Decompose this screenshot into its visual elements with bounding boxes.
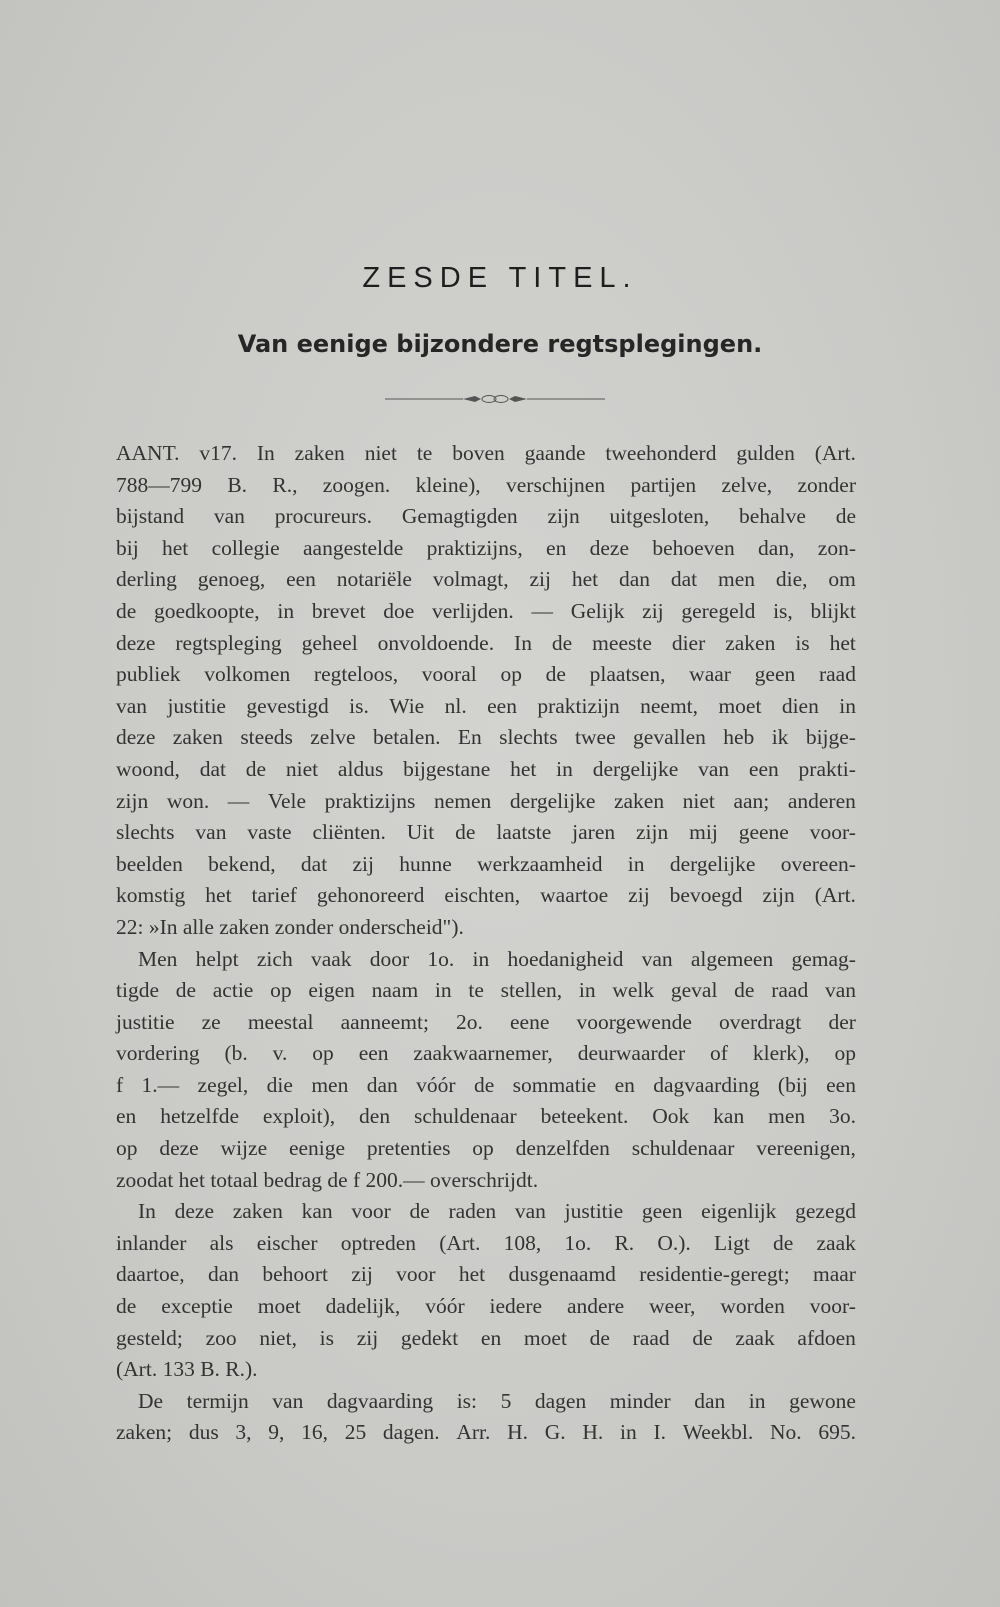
chapter-subtitle: Van eenige bijzondere regtsplegingen. [237, 330, 763, 358]
text-line: de exceptie moet dadelijk, vóór iedere andere weer, worden voor- [116, 1294, 856, 1319]
text-line: In deze zaken kan voor de raden van justitie geen eigenlijk gezegd [138, 1199, 856, 1224]
text-line: gesteld; zoo niet, is zij gedekt en moet de raad de zaak afdoen [116, 1325, 856, 1350]
text-line: derling genoeg, een notariële volmagt, zij het dan dat men die, om [116, 567, 856, 592]
text-line: bij het collegie aangestelde praktizijns, en deze behoeven dan, zon- [116, 535, 856, 560]
text-line: zoodat het totaal bedrag de f 200.— overschrijdt. [116, 1167, 539, 1192]
text-line: deze zaken steeds zelve betalen. En slechts twee gevallen heb ik bijge- [116, 725, 856, 750]
text-line: tigde de actie op eigen naam in te stellen, in welk geval de raad van [116, 978, 856, 1003]
text-line: de goedkoopte, in brevet doe verlijden. — Gelijk zij geregeld is, blijkt [116, 598, 856, 623]
text-line: AANT. v17. In zaken niet te boven gaande tweehonderd gulden (Art. [116, 441, 856, 465]
chapter-title: ZESDE TITEL. [362, 262, 638, 294]
text-line: zaken; dus 3, 9, 16, 25 dagen. Arr. H. G. H. in I. Weekbl. No. 695. [116, 1420, 856, 1445]
text-line: 22: »In alle zaken zonder onderscheid"). [116, 914, 464, 939]
text-line: publiek volkomen regteloos, vooral op de plaatsen, waar geen raad [116, 662, 856, 687]
text-line: woond, dat de niet aldus bijgestane het in dergelijke van een prakti- [116, 756, 856, 781]
text-line: van justitie gevestigd is. Wie nl. een praktizijn neemt, moet dien in [116, 693, 856, 718]
body-text [116, 438, 856, 1449]
text-line: 788—799 B. R., zoogen. kleine), verschijnen partijen zelve, zonder [116, 472, 856, 497]
ornament-divider-icon [385, 393, 605, 405]
text-line: op deze wijze eenige pretenties op denzelfden schuldenaar vereenigen, [116, 1136, 856, 1161]
text-line: (Art. 133 B. R.). [116, 1357, 258, 1382]
text-line: inlander als eischer optreden (Art. 108, 1o. R. O.). Ligt de zaak [116, 1230, 856, 1255]
text-line: deze regtspleging geheel onvoldoende. In de meeste dier zaken is het [116, 630, 856, 655]
text-line: komstig het tarief gehonoreerd eischten, waartoe zij bevoegd zijn (Art. [116, 883, 856, 908]
text-line: f 1.— zegel, die men dan vóór de sommatie en dagvaarding (bij een [116, 1072, 856, 1097]
text-line: slechts van vaste cliënten. Uit de laatste jaren zijn mij geene voor- [116, 820, 856, 845]
text-line: bijstand van procureurs. Gemagtigden zijn uitgesloten, behalve de [116, 504, 856, 529]
text-line: beelden bekend, dat zij hunne werkzaamheid in dergelijke overeen- [116, 851, 856, 876]
text-line: justitie ze meestal aanneemt; 2o. eene voorgewende overdragt der [116, 1009, 856, 1034]
text-line: zijn won. — Vele praktizijns nemen dergelijke zaken niet aan; anderen [116, 788, 856, 813]
text-line: Men helpt zich vaak door 1o. in hoedanigheid van algemeen gemag- [138, 946, 856, 971]
text-line: De termijn van dagvaarding is: 5 dagen minder dan in gewone [138, 1388, 856, 1413]
text-line: en hetzelfde exploit), den schuldenaar beteekent. Ook kan men 3o. [116, 1104, 856, 1129]
text-line: vordering (b. v. op een zaakwaarnemer, deurwaarder of klerk), op [116, 1041, 856, 1066]
text-line: daartoe, dan behoort zij voor het dusgenaamd residentie-geregt; maar [116, 1262, 856, 1287]
